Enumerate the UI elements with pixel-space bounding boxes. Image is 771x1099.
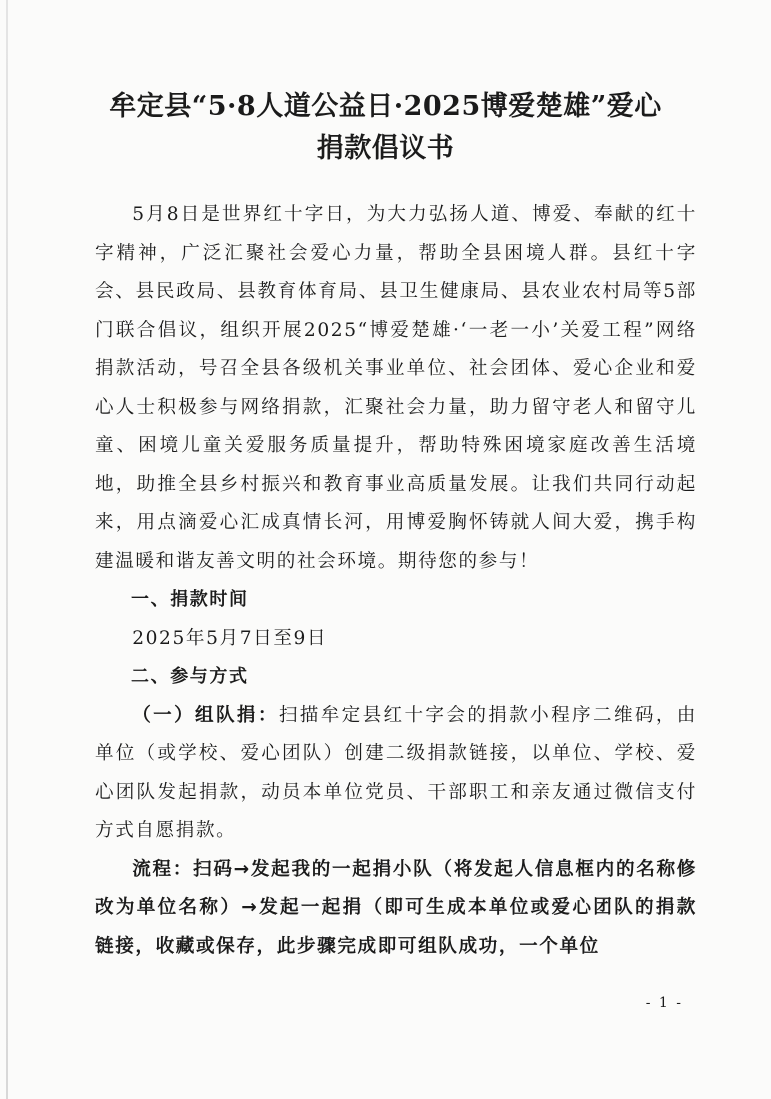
- section-1-content: 2025年5月7日至9日: [132, 627, 328, 649]
- title-line-1: 牟定县“5·8人道公益日·2025博爱楚雄”爱心: [109, 91, 662, 122]
- section-2-item-1: [95, 697, 697, 851]
- section-2-heading: 二、参与方式: [131, 666, 249, 687]
- title-line-2: 捐款倡议书: [316, 133, 455, 164]
- intro-paragraph: 5月8日是世界红十字日，为大力弘扬人道、博爱、奉献的红十字精神，广泛汇聚社会爱心力量，帮助全县困境人群。县红十字会、县民政局、县教育体育局、县卫生健康局、县农业农村局等5部门联合倡议，组织开展2025“博爱楚雄·‘一老一小’关爱工程”网络捐款活动，号召全县各级机关事业单位、社会团体、爱心企业和爱心人士积极参与网络捐款，汇聚社会力量，助力留守老人和留守儿童、困境儿童关爱服务质量提升，帮助特殊困境家庭改善生活境地，助推全县乡村振兴和教育事业高质量发展。让我们共同行动起来，用点滴爱心汇成真情长河，用博爱胸怀铸就人间大爱，携手构建温暖和谐友善文明的社会环境。期待您的参与！: [95, 204, 697, 572]
- item-1-text: 扫描牟定县红十字会的捐款小程序二维码，由单位（或学校、爱心团队）创建二级捐款链接，以单位、学校、爱心团队发起捐款，动员本单位党员、干部职工和亲友通过微信支付方式自愿捐款。: [95, 704, 697, 841]
- page-number: - 1 -: [645, 995, 683, 1011]
- document-title: [40, 86, 731, 170]
- flow-text: 扫码→发起我的一起捐小队（将发起人信息框内的名称修改为单位名称）→发起一起捐（即可生成本单位或爱心团队的捐款链接，收藏或保存，此步骤完成即可组队成功，一个单位: [95, 858, 697, 957]
- section-1-heading: 一、捐款时间: [131, 589, 249, 610]
- item-1-label: （一）组队捐：: [132, 704, 279, 726]
- section-2-flow: [95, 851, 697, 967]
- document-body: [95, 196, 697, 966]
- scan-edge-line: [6, 0, 8, 1099]
- flow-label: 流程：: [132, 858, 194, 880]
